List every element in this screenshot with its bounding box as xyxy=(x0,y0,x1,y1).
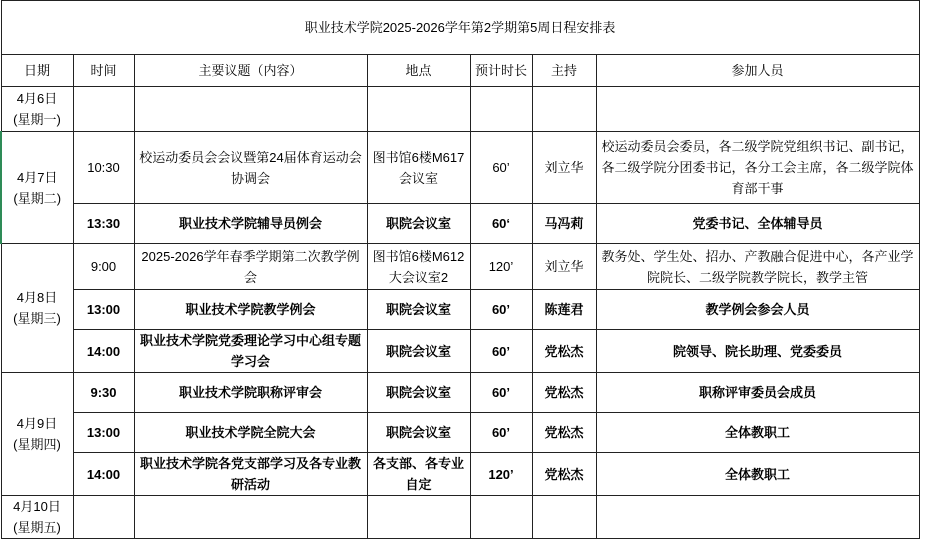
header-location: 地点 xyxy=(367,55,470,87)
weekday-text: (星期二) xyxy=(13,190,62,206)
date-text: 4月7日 xyxy=(17,169,58,185)
schedule-row xyxy=(1,413,919,453)
empty-cell xyxy=(134,87,367,132)
time-cell: 9:00 xyxy=(73,244,134,290)
schedule-row xyxy=(1,330,919,373)
duration-cell: 60’ xyxy=(470,373,532,413)
header-time: 时间 xyxy=(73,55,134,87)
topic-cell: 职业技术学院党委理论学习中心组专题学习会 xyxy=(134,330,367,373)
duration-cell: 60’ xyxy=(470,290,532,330)
date-text: 4月10日 xyxy=(13,499,61,514)
attendees-cell: 教学例会参会人员 xyxy=(596,290,919,330)
weekday-text: (星期四) xyxy=(13,437,61,452)
schedule-row xyxy=(1,290,919,330)
empty-cell xyxy=(134,496,367,539)
topic-cell: 职业技术学院辅导员例会 xyxy=(134,204,367,244)
location-cell: 各支部、各专业自定 xyxy=(367,453,470,496)
weekday-text: (星期五) xyxy=(13,520,61,535)
location-cell: 职院会议室 xyxy=(367,204,470,244)
empty-cell xyxy=(73,496,134,539)
date-text: 4月6日 xyxy=(16,91,58,106)
host-cell: 党松杰 xyxy=(532,453,596,496)
schedule-title: 职业技术学院2025-2026学年第2学期第5周日程安排表 xyxy=(1,1,919,55)
location-cell: 职院会议室 xyxy=(367,413,470,453)
topic-cell: 职业技术学院全院大会 xyxy=(134,413,367,453)
schedule-row xyxy=(1,87,919,132)
date-cell xyxy=(1,87,73,132)
empty-cell xyxy=(596,496,919,539)
schedule-row xyxy=(1,244,919,290)
header-date: 日期 xyxy=(1,55,73,87)
date-cell xyxy=(1,496,73,539)
topic-cell: 校运动委员会会议暨第24届体育运动会协调会 xyxy=(134,132,367,204)
duration-cell: 120’ xyxy=(470,453,532,496)
empty-cell xyxy=(532,496,596,539)
duration-cell: 120’ xyxy=(470,244,532,290)
location-cell: 图书馆6楼M612大会议室2 xyxy=(367,244,470,290)
header-topic: 主要议题（内容） xyxy=(134,55,367,87)
empty-cell xyxy=(73,87,134,132)
location-cell: 职院会议室 xyxy=(367,290,470,330)
empty-cell xyxy=(367,496,470,539)
duration-cell: 60’ xyxy=(470,330,532,373)
date-cell xyxy=(1,244,73,373)
topic-cell: 职业技术学院教学例会 xyxy=(134,290,367,330)
time-cell: 13:00 xyxy=(73,290,134,330)
weekday-text: (星期三) xyxy=(13,311,61,326)
attendees-cell: 职称评审委员会成员 xyxy=(596,373,919,413)
host-cell: 陈莲君 xyxy=(532,290,596,330)
time-cell: 14:00 xyxy=(73,453,134,496)
time-cell: 10:30 xyxy=(73,132,134,204)
time-cell: 13:00 xyxy=(73,413,134,453)
host-cell: 党松杰 xyxy=(532,373,596,413)
weekday-text: (星期一) xyxy=(13,112,61,127)
empty-cell xyxy=(470,496,532,539)
time-cell: 14:00 xyxy=(73,330,134,373)
schedule-row xyxy=(1,204,919,244)
host-cell: 马冯莉 xyxy=(532,204,596,244)
header-host: 主持 xyxy=(532,55,596,87)
empty-cell xyxy=(596,87,919,132)
schedule-row xyxy=(1,496,919,539)
date-text: 4月9日 xyxy=(16,416,58,431)
time-cell: 9:30 xyxy=(73,373,134,413)
attendees-cell: 教务处、学生处、招办、产教融合促进中心，各产业学院院长、二级学院教学院长，教学主管 xyxy=(596,244,919,290)
location-cell: 图书馆6楼M617会议室 xyxy=(367,132,470,204)
attendees-cell: 全体教职工 xyxy=(596,453,919,496)
schedule-row xyxy=(1,132,919,204)
location-cell: 职院会议室 xyxy=(367,373,470,413)
date-cell xyxy=(1,373,73,496)
header-duration: 预计时长 xyxy=(470,55,532,87)
attendees-cell: 党委书记、全体辅导员 xyxy=(596,204,919,244)
empty-cell xyxy=(532,87,596,132)
schedule-row xyxy=(1,453,919,496)
empty-cell xyxy=(367,87,470,132)
duration-cell: 60‘ xyxy=(470,204,532,244)
host-cell: 刘立华 xyxy=(532,244,596,290)
title-row xyxy=(1,1,919,55)
duration-cell: 60’ xyxy=(470,132,532,204)
host-cell: 党松杰 xyxy=(532,330,596,373)
date-cell xyxy=(1,132,73,244)
header-attendees: 参加人员 xyxy=(596,55,919,87)
date-text: 4月8日 xyxy=(16,290,58,305)
attendees-cell: 院领导、院长助理、党委委员 xyxy=(596,330,919,373)
empty-cell xyxy=(470,87,532,132)
duration-cell: 60’ xyxy=(470,413,532,453)
host-cell: 党松杰 xyxy=(532,413,596,453)
topic-cell: 职业技术学院各党支部学习及各专业教研活动 xyxy=(134,453,367,496)
attendees-cell: 校运动委员会委员，各二级学院党组织书记、副书记，各二级学院分团委书记，各分工会主席，各二级学院体育部干事 xyxy=(596,132,919,204)
header-row xyxy=(1,55,919,87)
topic-cell: 职业技术学院职称评审会 xyxy=(134,373,367,413)
schedule-row xyxy=(1,373,919,413)
topic-cell: 2025-2026学年春季学期第二次教学例会 xyxy=(134,244,367,290)
host-cell: 刘立华 xyxy=(532,132,596,204)
location-cell: 职院会议室 xyxy=(367,330,470,373)
time-cell: 13:30 xyxy=(73,204,134,244)
attendees-cell: 全体教职工 xyxy=(596,413,919,453)
